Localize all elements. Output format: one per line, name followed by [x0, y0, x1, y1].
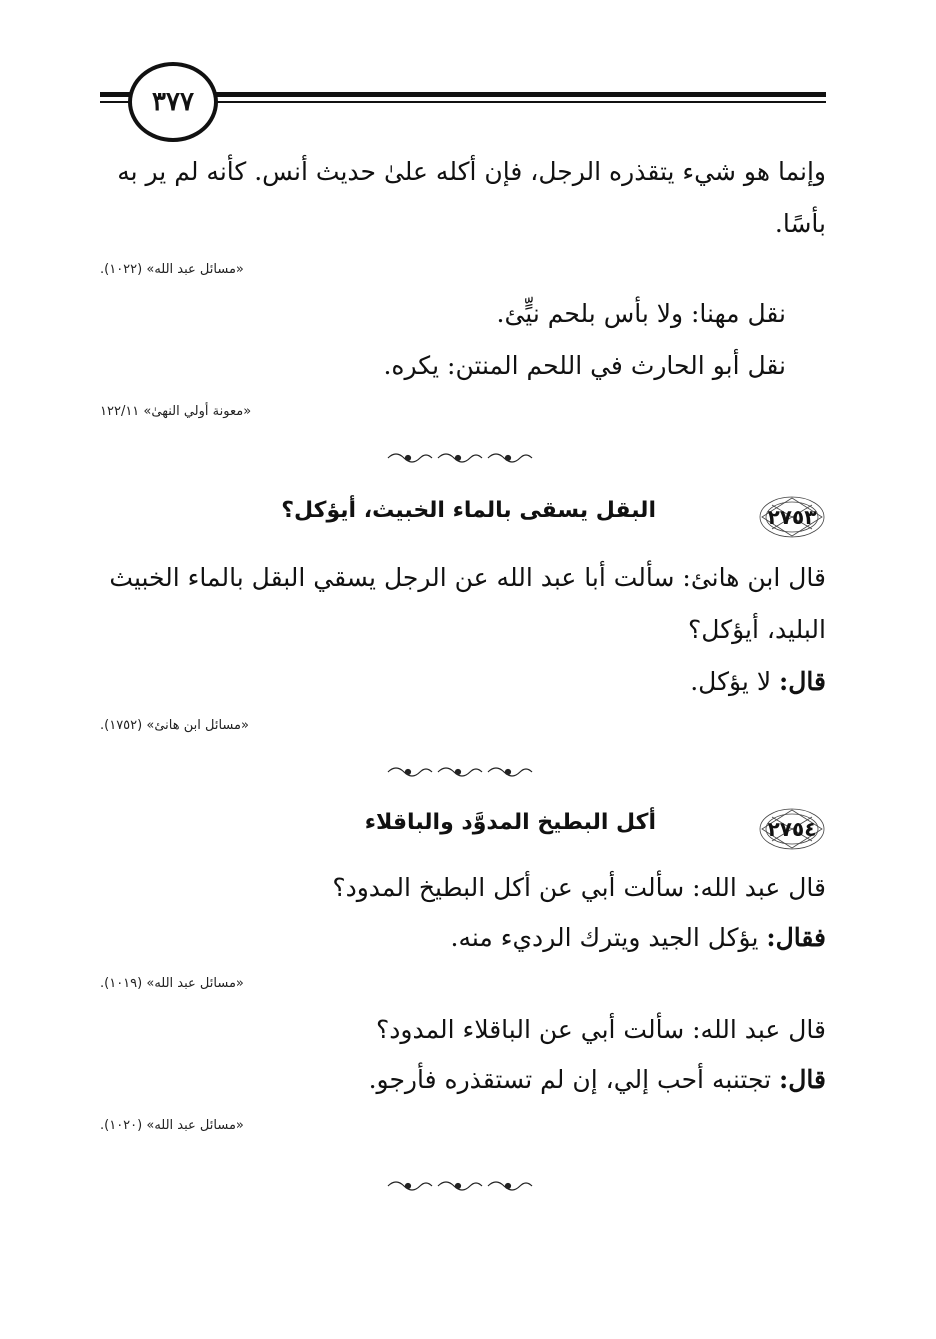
answer-line — [100, 656, 826, 708]
paragraph-line: البليد، أيؤكل؟ — [688, 615, 826, 644]
source-citation: «مسائل عبد الله» (١٠٢٢). — [100, 262, 244, 277]
entry-title: البقل يسقى بالماء الخبيث، أيؤكل؟ — [281, 498, 656, 523]
entry-number-badge — [758, 806, 826, 852]
section-divider-ornament — [368, 1178, 568, 1194]
source-citation: «مسائل ابن هانئ» (١٧٥٢). — [100, 718, 249, 733]
entry-heading — [100, 806, 826, 856]
answer-label: فقال: — [766, 923, 826, 952]
paragraph-line: وإنما هو شيء يتقذره الرجل، فإن أكله علىٰ حديث أنس. كأنه لم ير به — [117, 157, 826, 186]
section-divider-ornament — [368, 764, 568, 780]
quote-line: نقل مهنا: ولا بأس بلحم نيٍّئ. — [496, 299, 786, 328]
page-number: ٣٧٧ — [128, 62, 218, 142]
entry-number-badge — [758, 494, 826, 540]
question-line: قال عبد الله: سألت أبي عن أكل البطيخ المدود؟ — [332, 873, 826, 902]
answer-line — [100, 1054, 826, 1106]
answer-text: لا يؤكل. — [690, 667, 772, 696]
paragraph-line: قال ابن هانئ: سألت أبا عبد الله عن الرجل يسقي البقل بالماء الخبيث — [109, 563, 826, 592]
answer-label: قال: — [779, 667, 826, 696]
answer-line — [100, 912, 826, 964]
source-citation: «مسائل عبد الله» (١٠٢٠). — [100, 1118, 244, 1133]
paragraph-line: بأسًا. — [774, 209, 826, 238]
question-line: قال عبد الله: سألت أبي عن الباقلاء المدود؟ — [376, 1015, 826, 1044]
source-citation: «مسائل عبد الله» (١٠١٩). — [100, 976, 244, 991]
entry-number: ٢٧٥٣ — [767, 505, 817, 529]
entry-number: ٢٧٥٤ — [767, 817, 817, 841]
section-divider-ornament — [368, 450, 568, 466]
answer-text: يؤكل الجيد ويترك الرديء منه. — [450, 923, 759, 952]
entry-heading — [100, 494, 826, 544]
answer-label: قال: — [779, 1065, 826, 1094]
source-citation: «معونة أولي النهىٰ» ١٢٢/١١ — [100, 404, 252, 419]
answer-text: تجتنبه أحب إلي، إن لم تستقذره فأرجو. — [368, 1065, 772, 1094]
quote-line: نقل أبو الحارث في اللحم المنتن: يكره. — [383, 351, 786, 380]
entry-title: أكل البطيخ المدوَّد والباقلاء — [364, 810, 656, 835]
